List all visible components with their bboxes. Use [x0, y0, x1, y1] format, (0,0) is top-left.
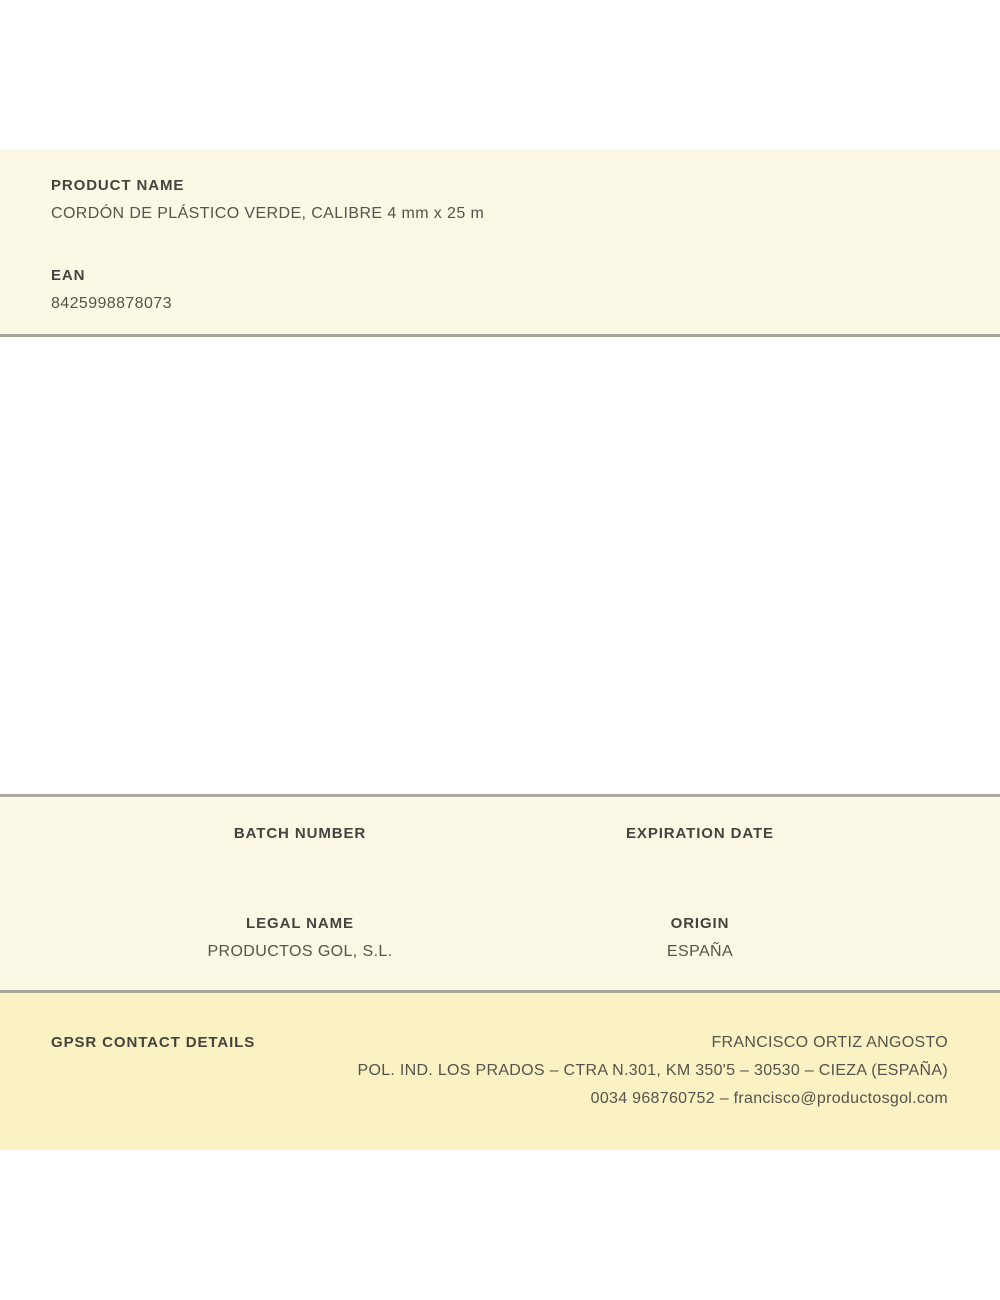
product-info-panel — [0, 149, 1000, 337]
gpsr-contact-panel — [0, 993, 1000, 1150]
batch-number-label: BATCH NUMBER — [233, 825, 367, 842]
origin-field — [500, 914, 900, 962]
ean-value: 8425998878073 — [51, 295, 172, 312]
origin-value: ESPAÑA — [666, 943, 734, 960]
batch-origin-panel — [0, 794, 1000, 993]
legal-name-field — [100, 914, 500, 962]
gpsr-contact-row — [51, 1033, 948, 1109]
gpsr-contact-phone-email: 0034 968760752 – francisco@productosgol.com — [590, 1090, 948, 1107]
gpsr-contact-block — [255, 1033, 948, 1109]
legal-name-label: LEGAL NAME — [246, 915, 354, 932]
gpsr-contact-address: POL. IND. LOS PRADOS – CTRA N.301, KM 350'5 – 30530 – CIEZA (ESPAÑA) — [357, 1062, 948, 1079]
expiration-date-field — [500, 824, 900, 864]
product-name-value: CORDÓN DE PLÁSTICO VERDE, CALIBRE 4 mm x 25 m — [51, 205, 485, 222]
gpsr-contact-details-label: GPSR CONTACT DETAILS — [51, 1034, 256, 1051]
gpsr-contact-name: FRANCISCO ORTIZ ANGOSTO — [711, 1034, 948, 1051]
expiration-date-label: EXPIRATION DATE — [626, 825, 774, 842]
legal-origin-row — [100, 914, 900, 962]
product-name-label: PRODUCT NAME — [51, 177, 185, 194]
batch-number-field — [100, 824, 500, 864]
ean-label: EAN — [51, 267, 86, 284]
legal-name-value: PRODUCTOS GOL, S.L. — [207, 943, 393, 960]
origin-label: ORIGIN — [670, 915, 730, 932]
batch-expiration-row — [100, 824, 900, 864]
